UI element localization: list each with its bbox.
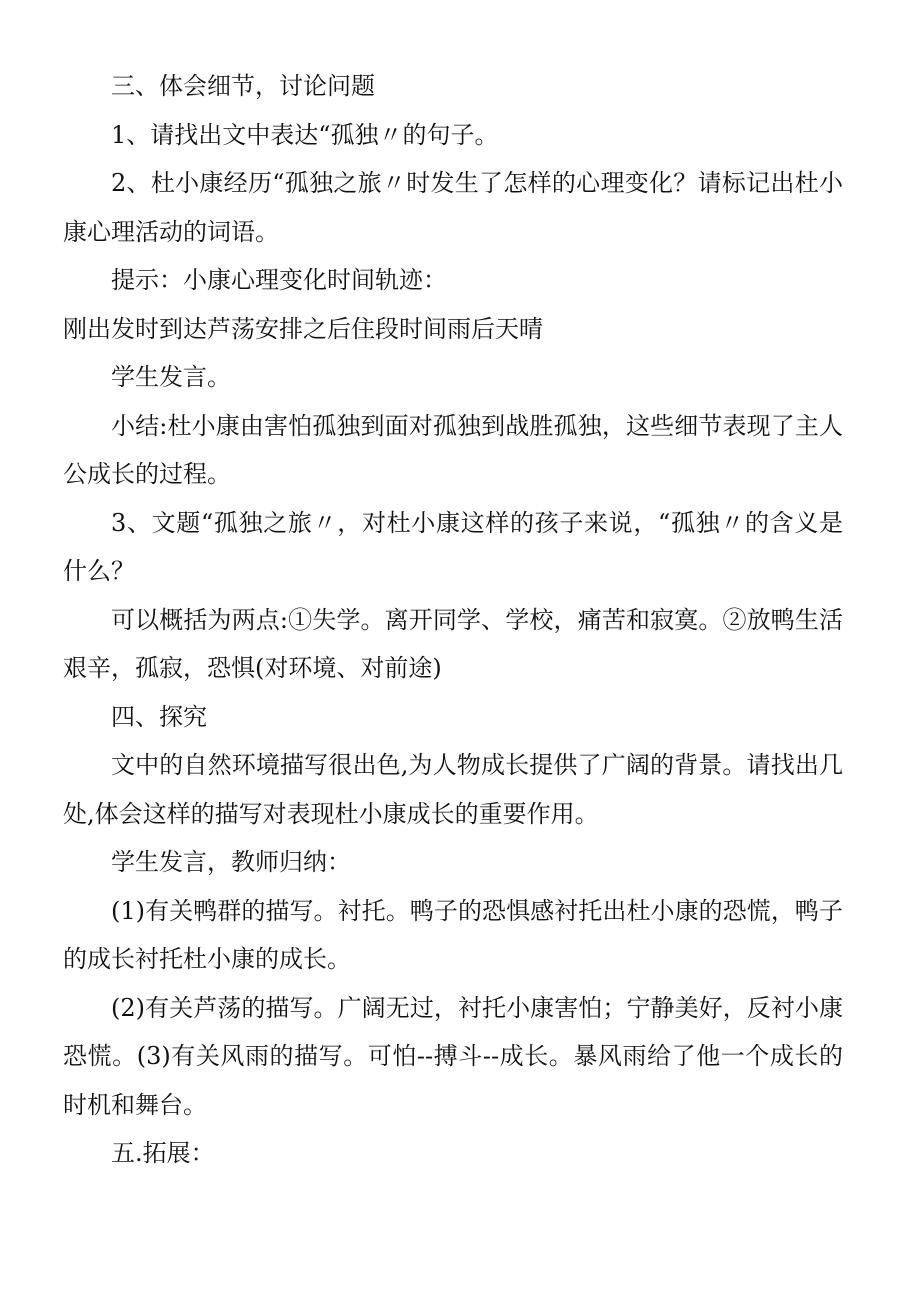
point-2-3: (2)有关芦荡的描写。广阔无过，衬托小康害怕；宁静美好，反衬小康恐慌。(3)有关风雨的描写。可怕--搏斗--成长。暴风雨给了他一个成长的时机和舞台。 (63, 993, 843, 1119)
section-heading-4: 四、探究 (111, 702, 207, 731)
question-3: 3、文题“孤独之旅〃，对杜小康这样的孩子来说，“孤独〃的含义是什么？ (63, 508, 843, 585)
document-body (63, 62, 843, 1178)
point-1: (1)有关鸭群的描写。衬托。鸭子的恐惧感衬托出杜小康的恐慌，鸭子的成长衬托杜小康的成长。 (63, 896, 843, 973)
exploration-prompt: 文中的自然环境描写很出色,为人物成长提供了广阔的背景。请找出几处,体会这样的描写对表现杜小康成长的重要作用。 (63, 751, 843, 828)
section-heading-5: 五.拓展： (111, 1139, 215, 1167)
student-speech: 学生发言。 (111, 363, 231, 391)
summary: 小结:杜小康由害怕孤独到面对孤独到战胜孤独，这些细节表现了主人公成长的过程。 (63, 411, 843, 488)
question-1: 1、请找出文中表达“孤独〃的句子。 (111, 120, 499, 149)
teacher-summary-intro: 学生发言，教师归纳： (111, 848, 351, 876)
hint: 提示：小康心理变化时间轨迹： (111, 266, 447, 294)
question-2: 2、杜小康经历“孤独之旅〃时发生了怎样的心理变化？请标记出杜小康心理活动的词语。 (63, 169, 843, 246)
answer-3: 可以概括为两点:①失学。离开同学、学校，痛苦和寂寞。②放鸭生活艰辛，孤寂，恐惧(对环境、对前途) (63, 605, 843, 682)
section-heading-3: 三、体会细节，讨论问题 (111, 72, 375, 100)
timeline: 刚出发时到达芦荡安排之后住段时间雨后天晴 (63, 314, 543, 343)
